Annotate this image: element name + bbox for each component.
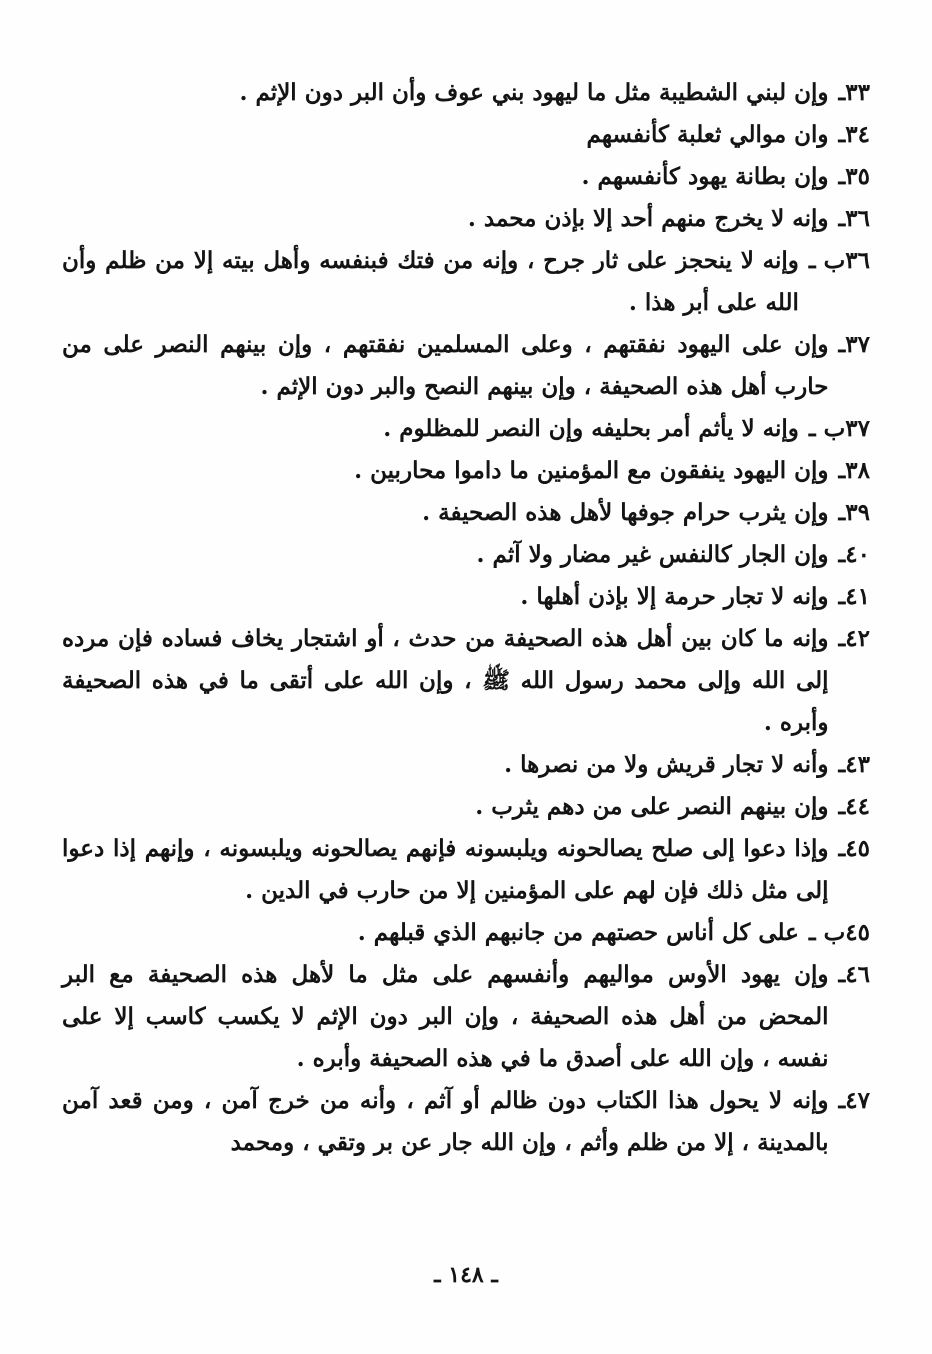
item-text: وإن اليهود ينفقون مع المؤمنين ما داموا محاربين . bbox=[354, 457, 829, 484]
item-number: ٣٩ـ bbox=[838, 499, 870, 526]
item-number: ٤٣ـ bbox=[838, 751, 870, 778]
item-text: وإنه لا يأثم أمر بحليفه وإن النصر للمظلوم . bbox=[383, 415, 799, 442]
item-number: ٣٥ـ bbox=[838, 163, 870, 190]
item-number: ٤٢ـ bbox=[838, 625, 870, 652]
item-text: وإنه لا يحول هذا الكتاب دون ظالم أو آثم ، وأنه من خرج آمن ، ومن قعد آمن بالمدينة ، إلا من ظلم وأثم ، وإن الله جار عن بر وتقي ، ومحمد bbox=[62, 1087, 829, 1156]
list-item bbox=[62, 618, 870, 744]
item-text: وإذا دعوا إلى صلح يصالحونه ويلبسونه فإنهم يصالحونه ويلبسونه ، وإنهم إذا دعوا إلى مثل ذلك فإن لهم على المؤمنين إلا من حارب في الدين . bbox=[62, 835, 829, 904]
item-text: وإنه لا تجار حرمة إلا بإذن أهلها . bbox=[520, 583, 829, 610]
item-text: وإن يثرب حرام جوفها لأهل هذه الصحيفة . bbox=[422, 499, 829, 526]
list-item bbox=[62, 576, 870, 618]
item-text: وإن لبني الشطيبة مثل ما ليهود بني عوف وأن البر دون الإثم . bbox=[239, 79, 829, 106]
list-item bbox=[62, 324, 870, 408]
item-number: ٣٦ب ـ bbox=[808, 247, 870, 274]
item-text: وإنه لا ينحجز على ثار جرح ، وإنه من فتك فبنفسه وأهل بيته إلا من ظلم وأن الله على أبر هذا . bbox=[62, 247, 799, 316]
page-number: ـ ١٤٨ ـ bbox=[434, 1262, 498, 1288]
list-item bbox=[62, 828, 870, 912]
list-item bbox=[62, 786, 870, 828]
item-number: ٣٤ـ bbox=[838, 121, 870, 148]
list-item bbox=[62, 744, 870, 786]
item-text: وإن على اليهود نفقتهم ، وعلى المسلمين نفقتهم ، وإن بينهم النصر على من حارب أهل هذه الصحيفة ، وإن بينهم النصح والبر دون الإثم . bbox=[62, 331, 829, 400]
list-item bbox=[62, 912, 870, 954]
item-number: ٤٧ـ bbox=[838, 1087, 870, 1114]
list-item bbox=[62, 954, 870, 1080]
item-text: وإنه ما كان بين أهل هذه الصحيفة من حدث ، أو اشتجار يخاف فساده فإن مرده إلى الله وإلى محمد رسول الله ﷺ ، وإن الله على أتقى ما في هذه الصحيفة وأبره . bbox=[62, 625, 829, 736]
list-item bbox=[62, 114, 870, 156]
item-number: ٣٧ـ bbox=[838, 331, 870, 358]
list-item bbox=[62, 1080, 870, 1164]
item-text: وأنه لا تجار قريش ولا من نصرها . bbox=[504, 751, 829, 778]
item-number: ٤٤ـ bbox=[838, 793, 870, 820]
item-number: ٤٠ـ bbox=[838, 541, 870, 568]
item-text: وإنه لا يخرج منهم أحد إلا بإذن محمد . bbox=[467, 205, 829, 232]
item-number: ٤٥ـ bbox=[838, 835, 870, 862]
item-number: ٣٨ـ bbox=[838, 457, 870, 484]
list-item bbox=[62, 408, 870, 450]
item-number: ٤٥ب ـ bbox=[808, 919, 870, 946]
list-item bbox=[62, 492, 870, 534]
item-text: وإن يهود الأوس مواليهم وأنفسهم على مثل ما لأهل هذه الصحيفة مع البر المحض من أهل هذه الصحيفة ، وإن البر دون الإثم لا يكسب كاسب إلا على نفسه ، وإن الله على أصدق ما في هذه الصحيفة وأبره . bbox=[62, 961, 829, 1072]
list-item bbox=[62, 450, 870, 492]
item-text: على كل أناس حصتهم من جانبهم الذي قبلهم . bbox=[357, 919, 799, 946]
item-number: ٣٣ـ bbox=[838, 79, 870, 106]
item-text: وإن الجار كالنفس غير مضار ولا آثم . bbox=[476, 541, 829, 568]
list-item bbox=[62, 156, 870, 198]
item-text: وإن بينهم النصر على من دهم يثرب . bbox=[475, 793, 829, 820]
list-item bbox=[62, 198, 870, 240]
page-body bbox=[62, 72, 870, 1164]
item-number: ٣٦ـ bbox=[838, 205, 870, 232]
item-number: ٤٦ـ bbox=[838, 961, 870, 988]
item-number: ٤١ـ bbox=[838, 583, 870, 610]
list-item bbox=[62, 534, 870, 576]
item-text: وان موالي ثعلبة كأنفسهم bbox=[586, 121, 829, 148]
list-item bbox=[62, 240, 870, 324]
item-number: ٣٧ب ـ bbox=[808, 415, 870, 442]
list-item bbox=[62, 72, 870, 114]
item-text: وإن بطانة يهود كأنفسهم . bbox=[581, 163, 829, 190]
